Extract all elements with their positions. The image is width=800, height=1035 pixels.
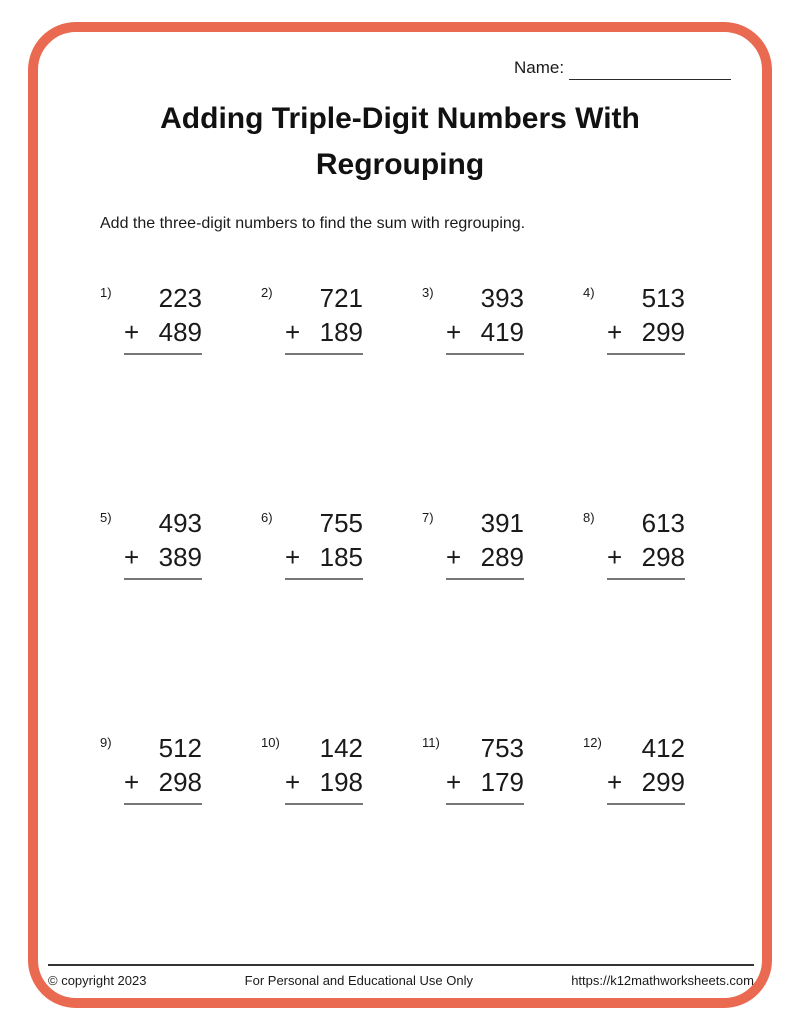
answer-line [446,578,524,580]
plus-sign: + [285,542,301,572]
bottom-addend: 298 [158,767,202,797]
problem-body [607,283,685,355]
problem-body [607,733,685,805]
top-addend: 513 [641,283,685,313]
bottom-addend: 489 [158,317,202,347]
problem-7 [422,508,583,733]
top-addend: 391 [480,508,524,538]
bottom-addend: 299 [641,317,685,347]
instruction-text: Add the three-digit numbers to find the sum with regrouping. [100,215,526,232]
problem-number: 6) [261,510,273,525]
name-row [514,58,731,80]
problem-number: 12) [583,735,602,750]
top-addend: 493 [158,508,202,538]
top-addend: 393 [480,283,524,313]
problem-number: 11) [422,735,440,750]
top-addend: 512 [158,733,202,763]
plus-sign: + [124,767,140,797]
bottom-addend: 389 [158,542,202,572]
name-blank-line [569,60,731,80]
problem-body [607,508,685,580]
plus-sign: + [446,317,462,347]
problem-8 [583,508,744,733]
problem-body [446,733,524,805]
problem-body [285,733,363,805]
problem-body [446,283,524,355]
problems-grid [100,283,744,958]
plus-sign: + [607,317,623,347]
plus-sign: + [446,767,462,797]
problem-number: 5) [100,510,112,525]
plus-sign: + [124,317,140,347]
answer-line [285,803,363,805]
problem-number: 3) [422,285,434,300]
problem-5 [100,508,261,733]
top-addend: 412 [641,733,685,763]
answer-line [446,353,524,355]
top-addend: 142 [319,733,363,763]
problem-body [124,508,202,580]
answer-line [607,353,685,355]
answer-line [285,353,363,355]
plus-sign: + [124,542,140,572]
problem-body [124,283,202,355]
footer-url: https://k12mathworksheets.com [571,973,754,988]
problem-body [285,508,363,580]
top-addend: 753 [480,733,524,763]
problem-9 [100,733,261,958]
problem-number: 4) [583,285,595,300]
problem-number: 9) [100,735,112,750]
bottom-addend: 299 [641,767,685,797]
answer-line [446,803,524,805]
top-addend: 613 [641,508,685,538]
answer-line [607,578,685,580]
problem-12 [583,733,744,958]
bottom-addend: 289 [480,542,524,572]
problem-11 [422,733,583,958]
problem-body [285,283,363,355]
problem-3 [422,283,583,508]
problem-1 [100,283,261,508]
plus-sign: + [285,317,301,347]
plus-sign: + [285,767,301,797]
page-title [0,96,800,188]
answer-line [285,578,363,580]
name-label: Name: [514,58,565,77]
plus-sign: + [446,542,462,572]
plus-sign: + [607,767,623,797]
problem-6 [261,508,422,733]
bottom-addend: 179 [480,767,524,797]
page-title-text: Adding Triple-Digit Numbers With Regrouping [160,102,640,181]
problem-4 [583,283,744,508]
bottom-addend: 419 [480,317,524,347]
problem-number: 8) [583,510,595,525]
bottom-addend: 198 [319,767,363,797]
top-addend: 223 [158,283,202,313]
bottom-addend: 185 [319,542,363,572]
footer [48,964,754,988]
footer-copyright: © copyright 2023 [48,973,147,988]
answer-line [124,353,202,355]
bottom-addend: 189 [319,317,363,347]
footer-usage-note: For Personal and Educational Use Only [244,973,474,988]
problem-2 [261,283,422,508]
problem-number: 10) [261,735,280,750]
problem-number: 1) [100,285,112,300]
problem-number: 7) [422,510,434,525]
answer-line [124,803,202,805]
problem-number: 2) [261,285,273,300]
problem-body [124,733,202,805]
answer-line [607,803,685,805]
problem-body [446,508,524,580]
top-addend: 755 [319,508,363,538]
plus-sign: + [607,542,623,572]
top-addend: 721 [319,283,363,313]
answer-line [124,578,202,580]
problem-10 [261,733,422,958]
bottom-addend: 298 [641,542,685,572]
